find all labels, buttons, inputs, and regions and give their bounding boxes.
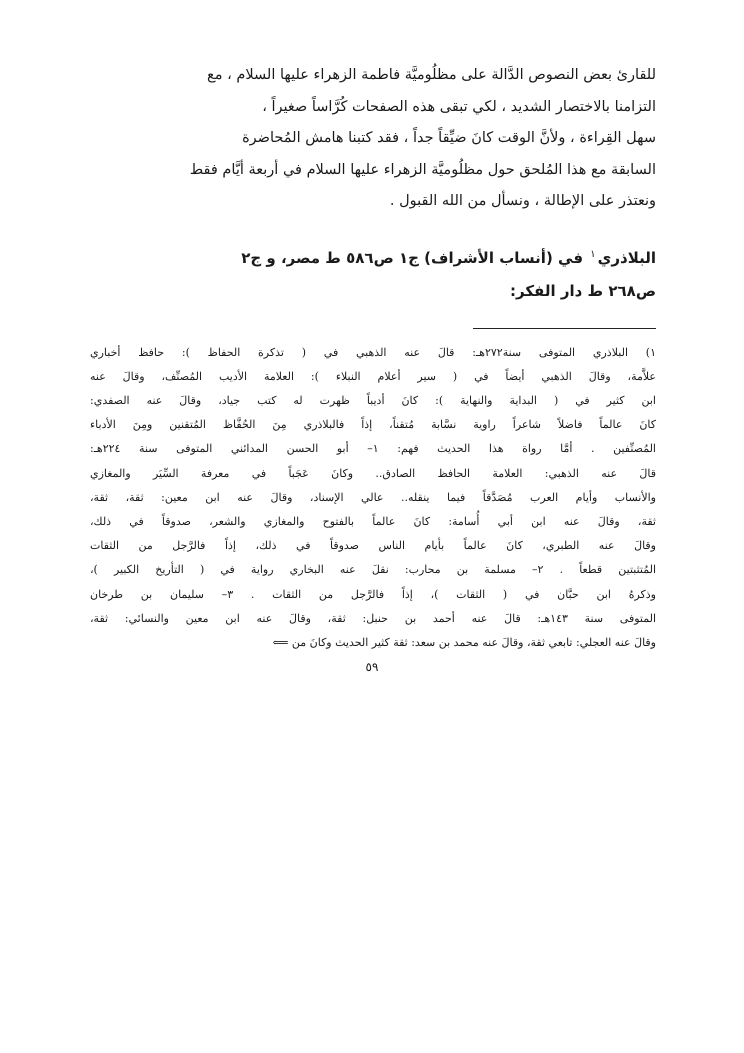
footnote-line: ابن كثير في ( البداية والنهاية ): كانَ أديباً ظهرت له كتب جياد، وقالَ عنه الصفدي: [90, 393, 656, 407]
page-number: ٥٩ [365, 660, 379, 674]
heading-source: في (أنساب الأشراف) ج١ ص٥٨٦ ط مصر، و ج٢ [241, 248, 584, 267]
footnote-line: والأنساب وأيام العرب مُصَدَّقاً فيما ينقله.. عالي الإسناد، وقالَ عنه ابن معين: ثقة، ثقة، [90, 490, 656, 504]
body-line: التزامنا بالاختصار الشديد ، لكي تبقى هذه الصفحات كُرَّاساً صغيراً ، [262, 98, 656, 115]
footnote-line: المُتثبتين قطعاً . ٢– مسلمة بن محارب: نقلَ عنه البخاري رواية في ( التأريخ الكبير )، [90, 563, 656, 577]
body-line: ونعتذر على الإطالة ، ونسأل من الله القبول . [389, 193, 656, 209]
page-content [90, 60, 656, 655]
heading-line-1 [90, 238, 656, 275]
body-paragraph [90, 60, 656, 218]
footnote-line: ثقة، وقالَ عنه ابن أبي أُسامة: كانَ عالماً بالفتوح والمغازي والشعر، صدوقاً في ذلك، [90, 514, 656, 528]
section-heading [90, 238, 656, 308]
footnote-line: وقالَ عنه الطبري، كانَ عالماً بأيام الناس صدوقاً في ذلك، إذاً فالرَّجل من الثقات [90, 539, 656, 553]
footnote-line: المتوفى سنة ١٤٣هـ: قالَ عنه أحمد بن حنبل: ثقة، وقالَ عنه ابن معين والنسائي: ثقة، [90, 611, 656, 625]
footnote-line: المُصنِّفين . أمَّا رواة هذا الحديث فهم: ١– أبو الحسن المدائني المتوفى سنة ٢٢٤هـ: [90, 442, 656, 456]
body-line: للقارئ بعض النصوص الدَّالة على مظلُوميَّة فاطمة الزهراء عليها السلام ، مع [206, 67, 656, 83]
heading-line-2: ص٢٦٨ ط دار الفكر: [510, 281, 656, 300]
footnote-line: وقالَ عنه العجلي: تابعي ثقة، وقالَ عنه محمد بن سعد: ثقة كثير الحديث وكانَ من ⟸ [272, 635, 656, 649]
body-line: سهل القِراءة ، ولأنَّ الوقت كانَ ضيِّقاً جداً ، فقد كتبنا هامش المُحاضرة [242, 130, 656, 146]
footnote-divider [473, 328, 656, 329]
footnotes [90, 341, 656, 656]
footnote-line: ١) البلاذري المتوفى سنة٢٧٢هـ: قالَ عنه الذهبي في ( تذكرة الحفاظ ): حافظ أخباري [90, 345, 656, 359]
footnote-line: كانَ عالماً فاضلاً شاعراً راوية نسَّابة مُتقناً، إذاً فالبلاذري مِنَ الحُفَّاظ المُتقنين ومِنَ الأدباء [90, 418, 656, 432]
body-line: السابقة مع هذا المُلحق حول مظلُوميَّة الزهراء عليها السلام في أربعة أيَّام فقط [189, 161, 656, 178]
footnote-marker: ١ [590, 248, 596, 260]
footnote-line: قالَ عنه الذهبي: العلامة الحافظ الصادق.. وكانَ عَجَباً في معرفة السِّيَر والمغازي [90, 466, 656, 480]
heading-author: البلاذري [597, 248, 656, 267]
footnote-line: علاَّمة، وقالَ الذهبي أيضاً في ( سير أعلام النبلاء ): العلامة الأديب المُصنِّف، وقالَ عنه [90, 369, 656, 383]
footnote-line: وذكرهُ ابن حبَّان في ( الثقات )، إذاً فالرَّجل من الثقات . ٣– سليمان بن طرخان [90, 587, 656, 601]
